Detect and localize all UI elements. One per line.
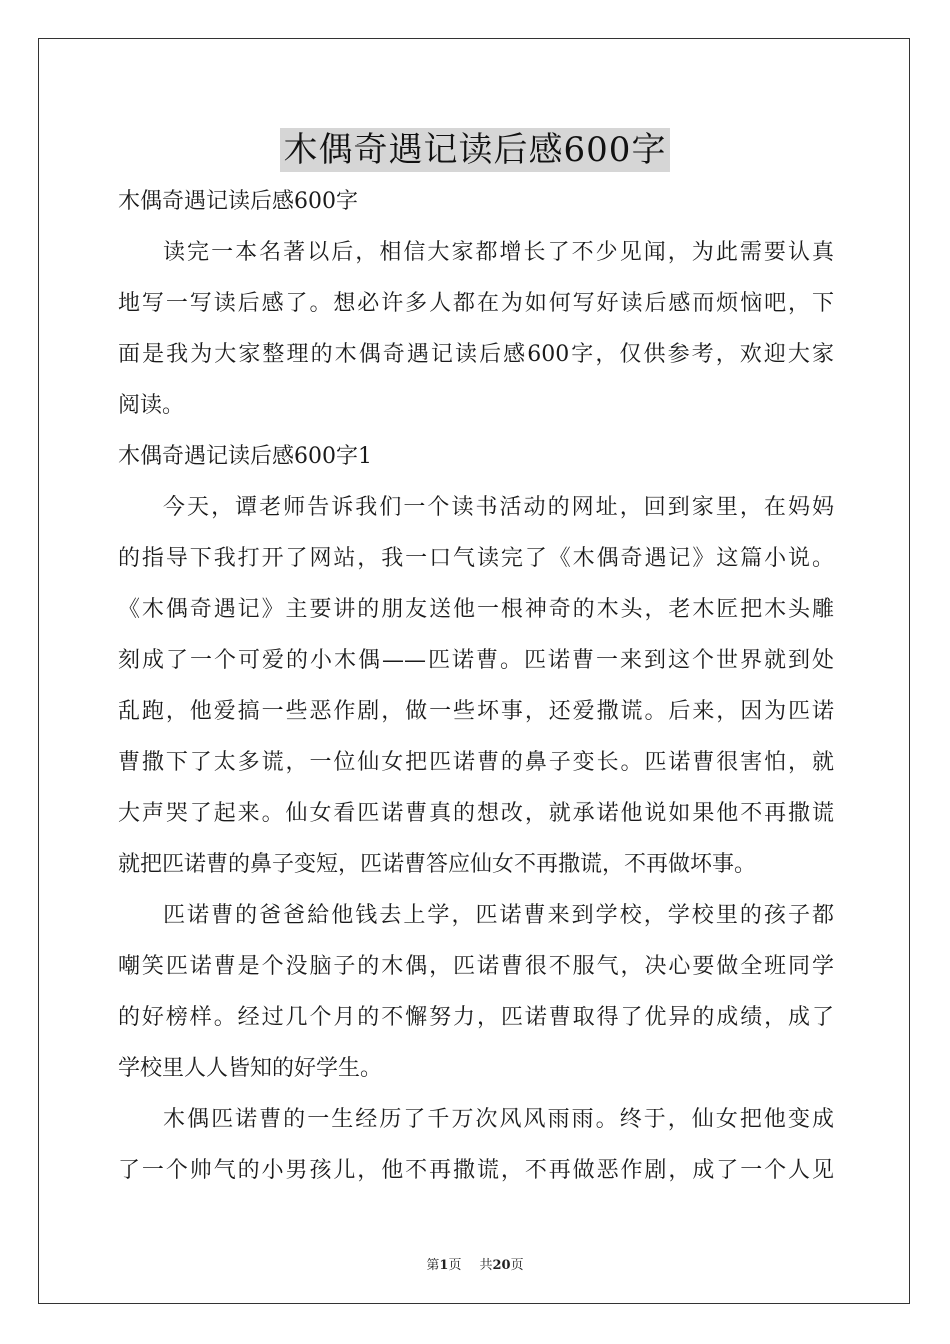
text-line: 木偶匹诺曹的一生经历了千万次风风雨雨。终于，仙女把他变成 (163, 1107, 834, 1132)
text-line: 地写一写读后感了。想必许多人都在为如何写好读后感而烦恼吧，下 (118, 291, 834, 316)
page-footer (0, 1254, 950, 1273)
document-title: 木偶奇遇记读后感600字 (280, 128, 671, 172)
text-line: 读完一本名著以后，相信大家都增长了不少见闻，为此需要认真 (163, 240, 834, 265)
text-line: 《木偶奇遇记》主要讲的朋友送他一根神奇的木头，老木匠把木头雕 (118, 597, 834, 622)
text-line: 木偶奇遇记读后感600字1 (118, 444, 372, 469)
document-body (118, 176, 834, 1196)
title-wrap (0, 128, 950, 172)
page-mid: 页 (448, 1258, 462, 1273)
text-line: 面是我为大家整理的木偶奇遇记读后感600字，仅供参考，欢迎大家 (118, 342, 834, 367)
text-line: 匹诺曹的爸爸給他钱去上学，匹诺曹来到学校，学校里的孩子都 (163, 903, 834, 928)
text-line: 就把匹诺曹的鼻子变短，匹诺曹答应仙女不再撒谎，不再做坏事。 (118, 852, 757, 877)
total-prefix: 共 (479, 1258, 493, 1273)
text-line: 乱跑，他爱搞一些恶作剧，做一些坏事，还爱撒谎。后来，因为匹诺 (118, 699, 834, 724)
text-line: 木偶奇遇记读后感600字 (118, 189, 358, 214)
text-line: 大声哭了起来。仙女看匹诺曹真的想改，就承诺他说如果他不再撒谎 (118, 801, 834, 826)
text-line: 学校里人人皆知的好学生。 (118, 1056, 383, 1081)
page-current: 1 (439, 1258, 449, 1273)
text-line: 刻成了一个可爱的小木偶——匹诺曹。匹诺曹一来到这个世界就到处 (118, 648, 834, 673)
page-total: 20 (492, 1258, 511, 1273)
text-line: 了一个帅气的小男孩儿，他不再撒谎，不再做恶作剧，成了一个人见 (118, 1158, 834, 1183)
page-prefix: 第 (426, 1258, 440, 1273)
text-line: 曹撒下了太多谎，一位仙女把匹诺曹的鼻子变长。匹诺曹很害怕，就 (118, 750, 834, 775)
text-line: 嘲笑匹诺曹是个没脑子的木偶，匹诺曹很不服气，决心要做全班同学 (118, 954, 834, 979)
text-line: 的好榜样。经过几个月的不懈努力，匹诺曹取得了优异的成绩，成了 (118, 1005, 834, 1030)
total-suffix: 页 (510, 1258, 524, 1273)
text-line: 阅读。 (118, 393, 185, 418)
text-line: 的指导下我打开了网站，我一口气读完了《木偶奇遇记》这篇小说。 (118, 546, 834, 571)
text-line: 今天，谭老师告诉我们一个读书活动的网址，回到家里，在妈妈 (163, 495, 834, 520)
